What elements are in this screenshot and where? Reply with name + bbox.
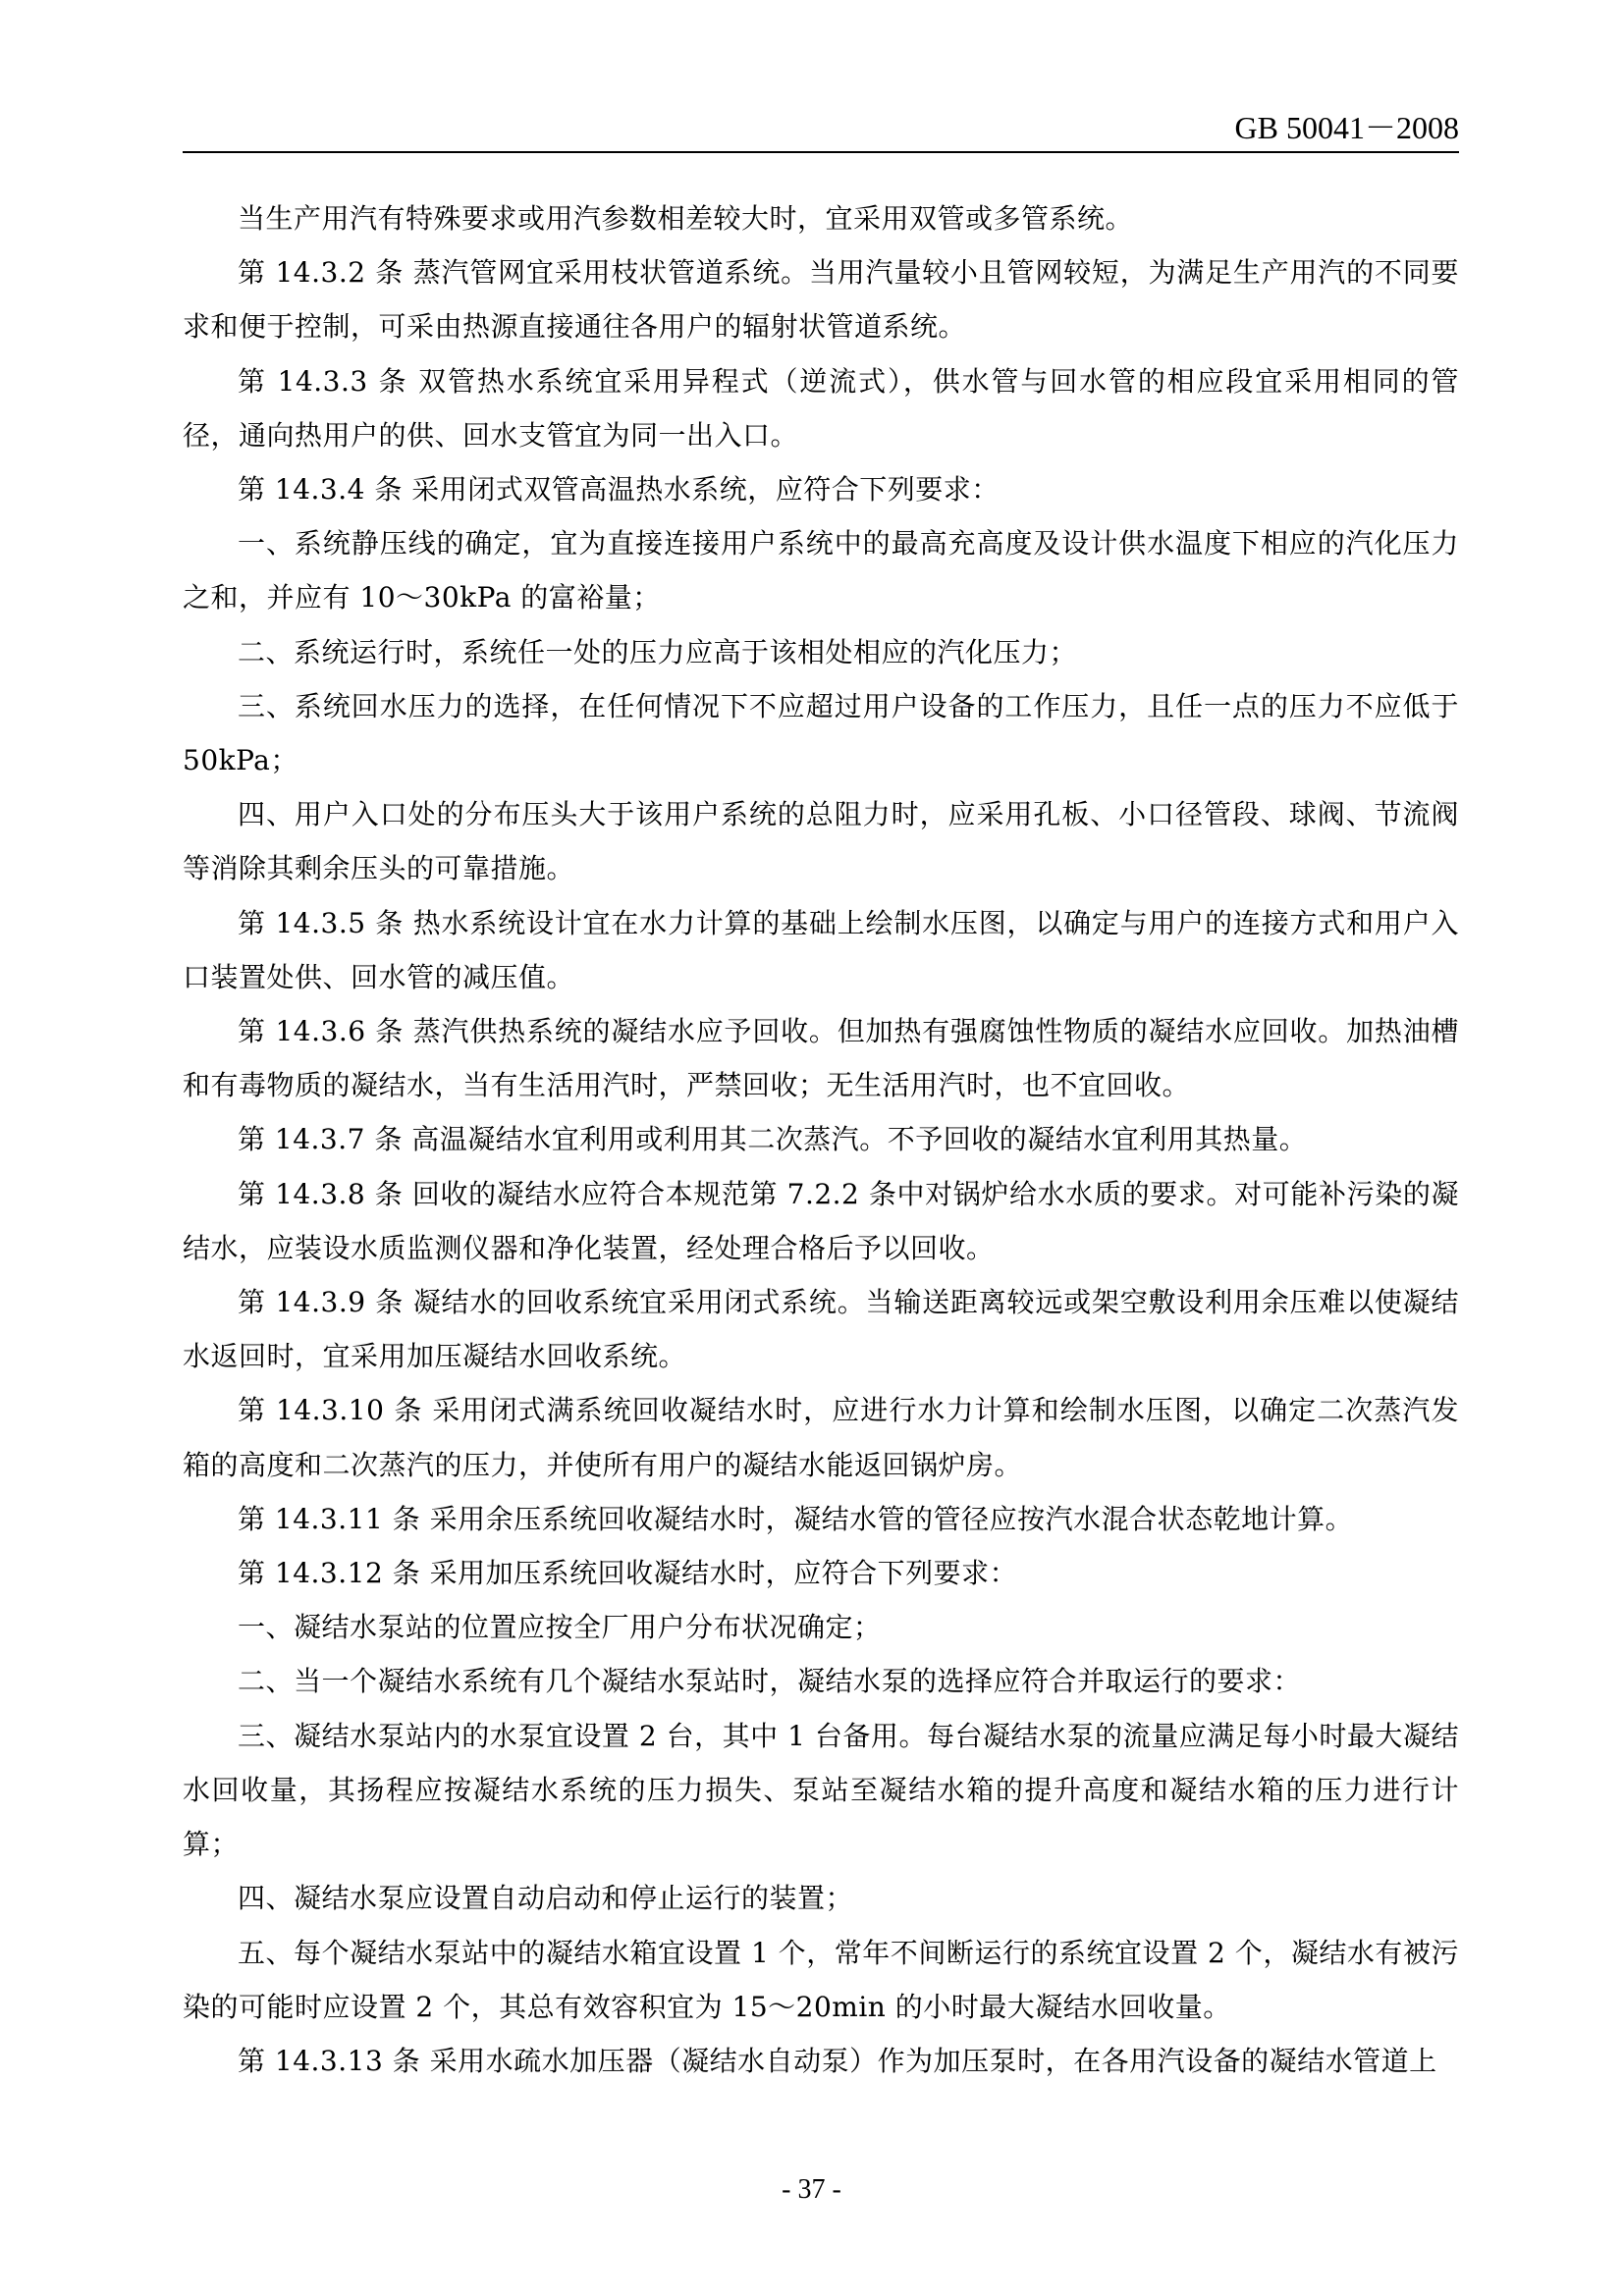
list-item: 二、当一个凝结水系统有几个凝结水泵站时，凝结水泵的选择应符合并取运行的要求： bbox=[238, 1665, 1302, 1698]
clause-14-3-7: 第 14.3.7 条 高温凝结水宜利用或利用其二次蒸汽。不予回收的凝结水宜利用其热量。 bbox=[238, 1123, 1308, 1156]
page-header bbox=[183, 106, 1459, 153]
list-item: 三、凝结水泵站内的水泵宜设置 2 台，其中 1 台备用。每台凝结水泵的流量应满足每小时最大凝结水回收量，其扬程应按凝结水系统的压力损失、泵站至凝结水箱的提升高度和凝结水箱的压力进行计算； bbox=[183, 1719, 1459, 1861]
clause-14-3-2: 第 14.3.2 条 蒸汽管网宜采用枝状管道系统。当用汽量较小且管网较短，为满足生产用汽的不同要求和便于控制，可采由热源直接通往各用户的辐射状管道系统。 bbox=[183, 256, 1459, 344]
page-number: - 37 - bbox=[782, 2174, 841, 2205]
clause-14-3-9: 第 14.3.9 条 凝结水的回收系统宜采用闭式系统。当输送距离较远或架空敷设利用余压难以使凝结水返回时，宜采用加压凝结水回收系统。 bbox=[183, 1286, 1459, 1373]
clause-14-3-5: 第 14.3.5 条 热水系统设计宜在水力计算的基础上绘制水压图，以确定与用户的连接方式和用户入口装置处供、回水管的减压值。 bbox=[183, 906, 1459, 993]
clause-14-3-3: 第 14.3.3 条 双管热水系统宜采用异程式（逆流式），供水管与回水管的相应段宜采用相同的管径，通向热用户的供、回水支管宜为同一出入口。 bbox=[183, 364, 1459, 452]
standard-code: GB 50041－2008 bbox=[1234, 110, 1459, 145]
list-item: 四、用户入口处的分布压头大于该用户系统的总阻力时，应采用孔板、小口径管段、球阀、节流阀等消除其剩余压头的可靠措施。 bbox=[183, 798, 1459, 885]
clause-14-3-6: 第 14.3.6 条 蒸汽供热系统的凝结水应予回收。但加热有强腐蚀性物质的凝结水应回收。加热油槽和有毒物质的凝结水，当有生活用汽时，严禁回收；无生活用汽时，也不宜回收。 bbox=[183, 1015, 1459, 1102]
list-item: 五、每个凝结水泵站中的凝结水箱宜设置 1 个，常年不间断运行的系统宜设置 2 个，凝结水有被污染的可能时应设置 2 个，其总有效容积宜为 15～20min 的小时最大凝结水回收量。 bbox=[183, 1936, 1459, 2023]
list-item: 一、凝结水泵站的位置应按全厂用户分布状况确定； bbox=[238, 1611, 882, 1644]
list-item: 一、系统静压线的确定，宜为直接连接用户系统中的最高充高度及设计供水温度下相应的汽化压力之和，并应有 10～30kPa 的富裕量； bbox=[183, 527, 1459, 614]
clause-14-3-4: 第 14.3.4 条 采用闭式双管高温热水系统，应符合下列要求： bbox=[238, 473, 1000, 507]
clause-14-3-8: 第 14.3.8 条 回收的凝结水应符合本规范第 7.2.2 条中对锅炉给水水质的要求。对可能补污染的凝结水，应装设水质监测仪器和净化装置，经处理合格后予以回收。 bbox=[183, 1177, 1459, 1264]
list-item: 四、凝结水泵应设置自动启动和停止运行的装置； bbox=[238, 1882, 854, 1915]
clause-14-3-10: 第 14.3.10 条 采用闭式满系统回收凝结水时，应进行水力计算和绘制水压图，以确定二次蒸汽发箱的高度和二次蒸汽的压力，并使所有用户的凝结水能返回锅炉房。 bbox=[183, 1394, 1459, 1481]
list-item: 二、系统运行时，系统任一处的压力应高于该相处相应的汽化压力； bbox=[238, 635, 1078, 668]
document-body bbox=[183, 191, 1459, 2088]
list-item: 三、系统回水压力的选择，在任何情况下不应超过用户设备的工作压力，且任一点的压力不应低于 50kPa； bbox=[183, 689, 1459, 777]
paragraph: 当生产用汽有特殊要求或用汽参数相差较大时，宜采用双管或多管系统。 bbox=[238, 202, 1134, 235]
clause-14-3-11: 第 14.3.11 条 采用余压系统回收凝结水时，凝结水管的管径应按汽水混合状态乾地计算。 bbox=[238, 1502, 1354, 1535]
clause-14-3-12: 第 14.3.12 条 采用加压系统回收凝结水时，应符合下列要求： bbox=[238, 1557, 1018, 1590]
clause-14-3-13: 第 14.3.13 条 采用水疏水加压器（凝结水自动泵）作为加压泵时，在各用汽设备的凝结水管道上 bbox=[238, 2044, 1437, 2077]
